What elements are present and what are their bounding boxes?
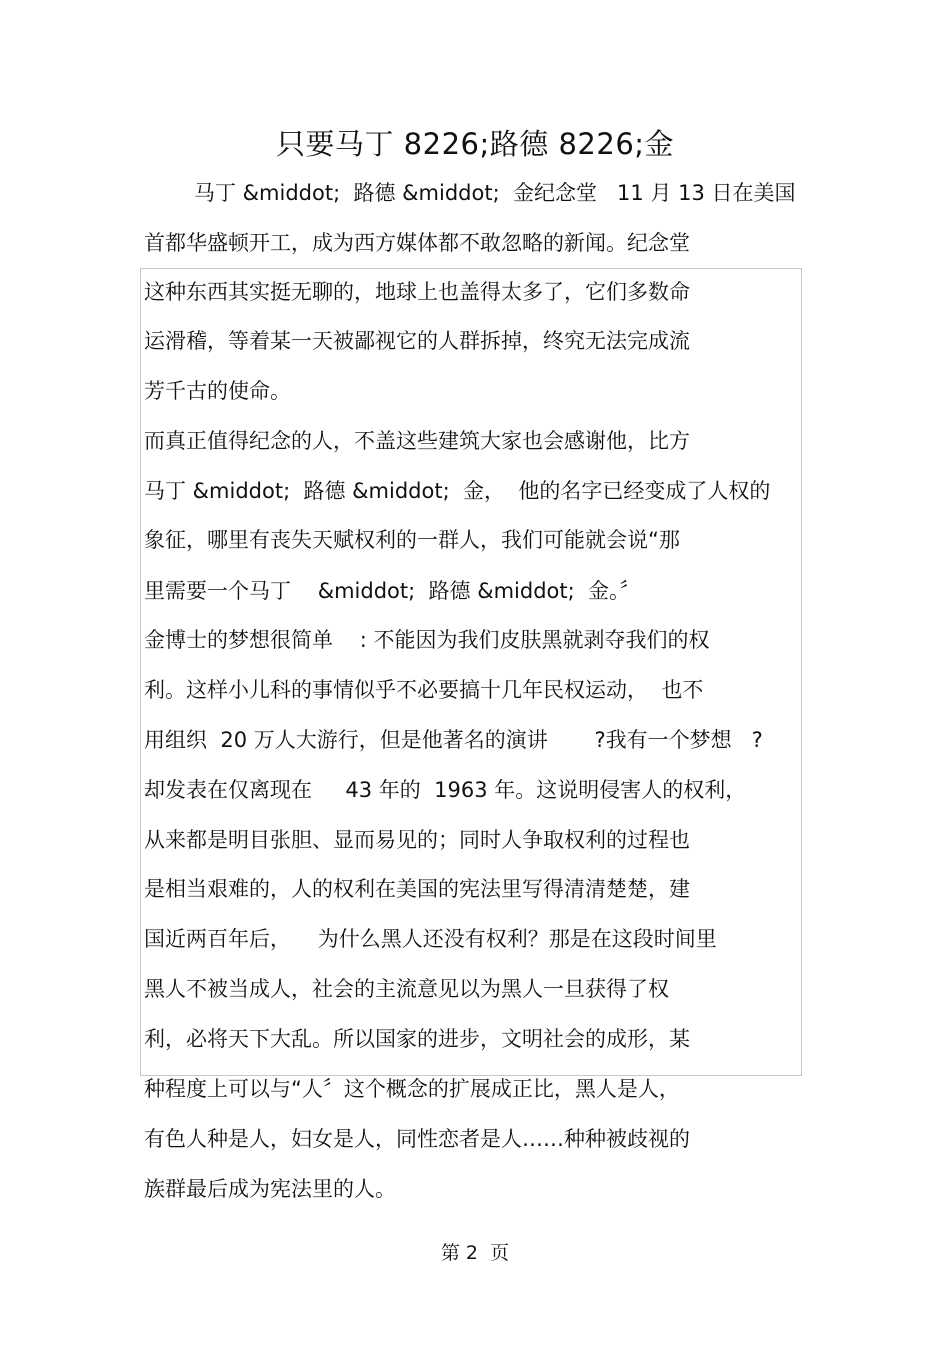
paragraph-line: 这种东西其实挺无聊的，地球上也盖得太多了，它们多数命 <box>144 280 690 304</box>
paragraph-line: 族群最后成为宪法里的人。 <box>144 1177 396 1201</box>
paragraph-line: 里需要一个马丁 &middot; 路德 &middot; 金。〞 <box>144 579 641 603</box>
paragraph-line: 首都华盛顿开工，成为西方媒体都不敢忽略的新闻。纪念堂 <box>144 231 690 255</box>
paragraph-line: 从来都是明目张胆、显而易见的；同时人争取权利的过程也 <box>144 828 690 852</box>
paragraph-line: 金博士的梦想很简单 : 不能因为我们皮肤黑就剥夺我们的权 <box>144 628 710 652</box>
paragraph-line: 利，必将天下大乱。所以国家的进步，文明社会的成形，某 <box>144 1027 690 1051</box>
paragraph-line: 有色人种是人，妇女是人，同性恋者是人……种种被歧视的 <box>144 1127 690 1151</box>
document-title: 只要马丁 8226;路德 8226;金 <box>275 127 675 161</box>
paragraph-line: 国近两百年后， 为什么黑人还没有权利？那是在这段时间里 <box>144 927 717 951</box>
paragraph-line: 马丁 &middot; 路德 &middot; 金， 他的名字已经变成了人权的 <box>144 479 771 503</box>
paragraph-line: 用组织 20 万人大游行，但是他著名的演讲 ?我有一个梦想 ? <box>144 728 763 752</box>
paragraph-line: 种程度上可以与“人〞这个概念的扩展成正比，黑人是人， <box>144 1077 680 1101</box>
paragraph-line: 芳千古的使命。 <box>144 379 291 403</box>
paragraph-line: 黑人不被当成人，社会的主流意见以为黑人一旦获得了权 <box>144 977 669 1001</box>
paragraph-line: 利。这样小儿科的事情似乎不必要搞十几年民权运动， 也不 <box>144 678 704 702</box>
paragraph-line: 运滑稽，等着某一天被鄙视它的人群拆掉，终究无法完成流 <box>144 329 690 353</box>
paragraph-line: 马丁 &middot; 路德 &middot; 金纪念堂 11 月 13 日在美国 <box>194 181 796 205</box>
page-number: 第 2 页 <box>440 1242 510 1264</box>
paragraph-line: 象征，哪里有丧失天赋权利的一群人，我们可能就会说“那 <box>144 528 680 552</box>
paragraph-line: 而真正值得纪念的人，不盖这些建筑大家也会感谢他，比方 <box>144 429 690 453</box>
paragraph-line: 却发表在仅离现在 43 年的 1963 年。这说明侵害人的权利， <box>144 778 747 802</box>
paragraph-line: 是相当艰难的，人的权利在美国的宪法里写得清清楚楚，建 <box>144 877 690 901</box>
